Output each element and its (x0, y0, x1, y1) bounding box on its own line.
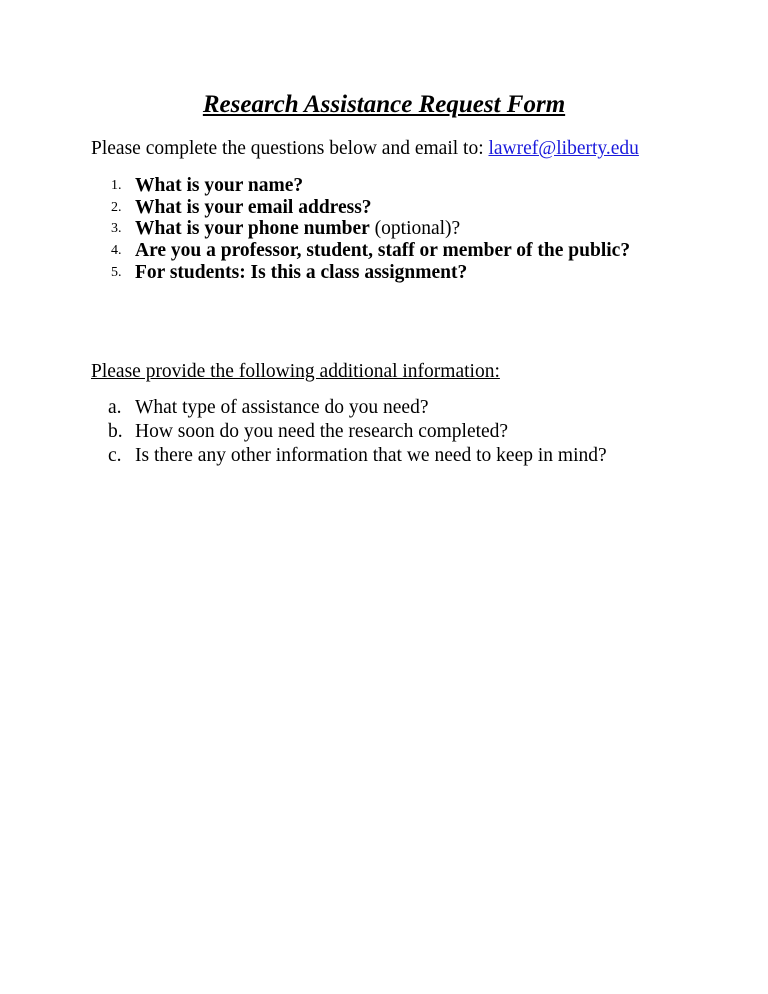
additional-item-letter: a. (108, 397, 122, 418)
additional-item-text: What type of assistance do you need? (135, 397, 429, 418)
additional-info-heading: Please provide the following additional information: (91, 361, 500, 382)
question-number: 4. (111, 243, 122, 259)
additional-item-text: How soon do you need the research completed? (135, 421, 509, 442)
question-bold-text: What is your name? (135, 175, 304, 196)
intro-paragraph (91, 137, 639, 161)
question-number: 3. (111, 221, 122, 237)
email-link[interactable]: lawref@liberty.edu (488, 138, 639, 159)
question-bold-text: What is your phone number (135, 218, 370, 240)
question-bold-text: Are you a professor, student, staff or member of the public? (135, 240, 631, 262)
form-title: Research Assistance Request Form (202, 91, 566, 118)
question-normal-text: (optional)? (369, 218, 461, 240)
question-number: 1. (111, 178, 122, 193)
question-text (135, 240, 630, 262)
question-text (135, 262, 467, 284)
question-bold-text: For students: Is this a class assignment? (135, 261, 468, 283)
additional-item-text: Is there any other information that we need to keep in mind? (135, 445, 607, 466)
intro-text: Please complete the questions below and email to: (91, 138, 489, 159)
question-text (135, 218, 460, 240)
question-number: 2. (111, 199, 122, 215)
question-number: 5. (111, 264, 122, 280)
additional-item-letter: c. (108, 445, 122, 466)
question-bold-text: What is your email address? (135, 196, 372, 218)
additional-item-letter: b. (108, 421, 123, 442)
question-text (135, 175, 303, 197)
question-text (135, 197, 372, 219)
